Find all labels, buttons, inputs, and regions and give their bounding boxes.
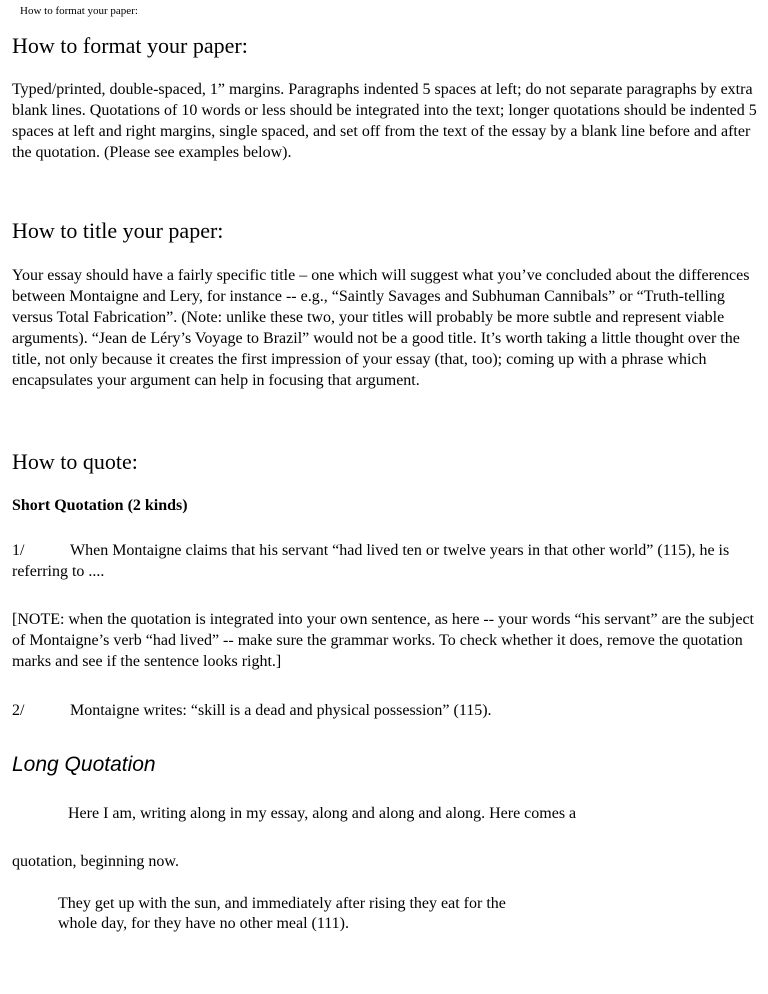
short-quote-example-1 <box>12 540 757 582</box>
format-paragraph: Typed/printed, double-spaced, 1” margins. Paragraphs indented 5 spaces at left; do not separate paragraphs by extra blank lines. Quotations of 10 words or less should be integrated into the text; longer quotations should be indented 5 spaces at left and right margins, single spaced, and set off from the text of the essay by a blank line before and after the quotation. (Please see examples below). <box>12 81 757 161</box>
title-paragraph: Your essay should have a fairly specific title – one which will suggest what you’ve concluded about the differences between Montaigne and Lery, for instance -- e.g., “Saintly Savages and Subhuman Cannibals” or “Truth-telling versus Total Fabrication”. (Note: unlike these two, your titles will probably be more subtle and represent viable arguments). “Jean de Léry’s Voyage to Brazil” would not be a good title. It’s worth taking a little thought over the title, not only because it creates the first impression of your essay (that, too); coming up with a phrase which encapsulates your argument can help in focusing that argument. <box>12 267 750 389</box>
example-1-marker: 1/ <box>12 542 25 559</box>
example-2-text: Montaigne writes: “skill is a dead and physical possession” (115). <box>70 702 492 719</box>
format-heading: How to format your paper: <box>12 33 248 58</box>
title-heading: How to title your paper: <box>12 218 224 243</box>
short-quote-example-2 <box>12 700 757 721</box>
block-quote-line-2: whole day, for they have no other meal (111). <box>58 915 350 932</box>
running-header: How to format your paper: <box>20 5 138 17</box>
short-quotation-heading: Short Quotation (2 kinds) <box>12 497 188 514</box>
example-1-text: When Montaigne claims that his servant “had lived ten or twelve years in that other world” (115), he is referring to .... <box>12 542 730 580</box>
long-intro-line-1: Here I am, writing along in my essay, along and along and along. Here comes a <box>68 805 577 822</box>
block-quote-line-1: They get up with the sun, and immediately after rising they eat for the <box>58 895 506 912</box>
quote-heading: How to quote: <box>12 449 138 474</box>
long-intro-line-2: quotation, beginning now. <box>12 853 179 870</box>
grammar-note: [NOTE: when the quotation is integrated into your own sentence, as here -- your words “his servant” are the subject of Montaigne’s verb “had lived” -- make sure the grammar works. To check whether it does, remove the quotation marks and see if the sentence looks right.] <box>12 611 754 670</box>
example-2-marker: 2/ <box>12 702 25 719</box>
long-quotation-heading: Long Quotation <box>12 753 156 776</box>
